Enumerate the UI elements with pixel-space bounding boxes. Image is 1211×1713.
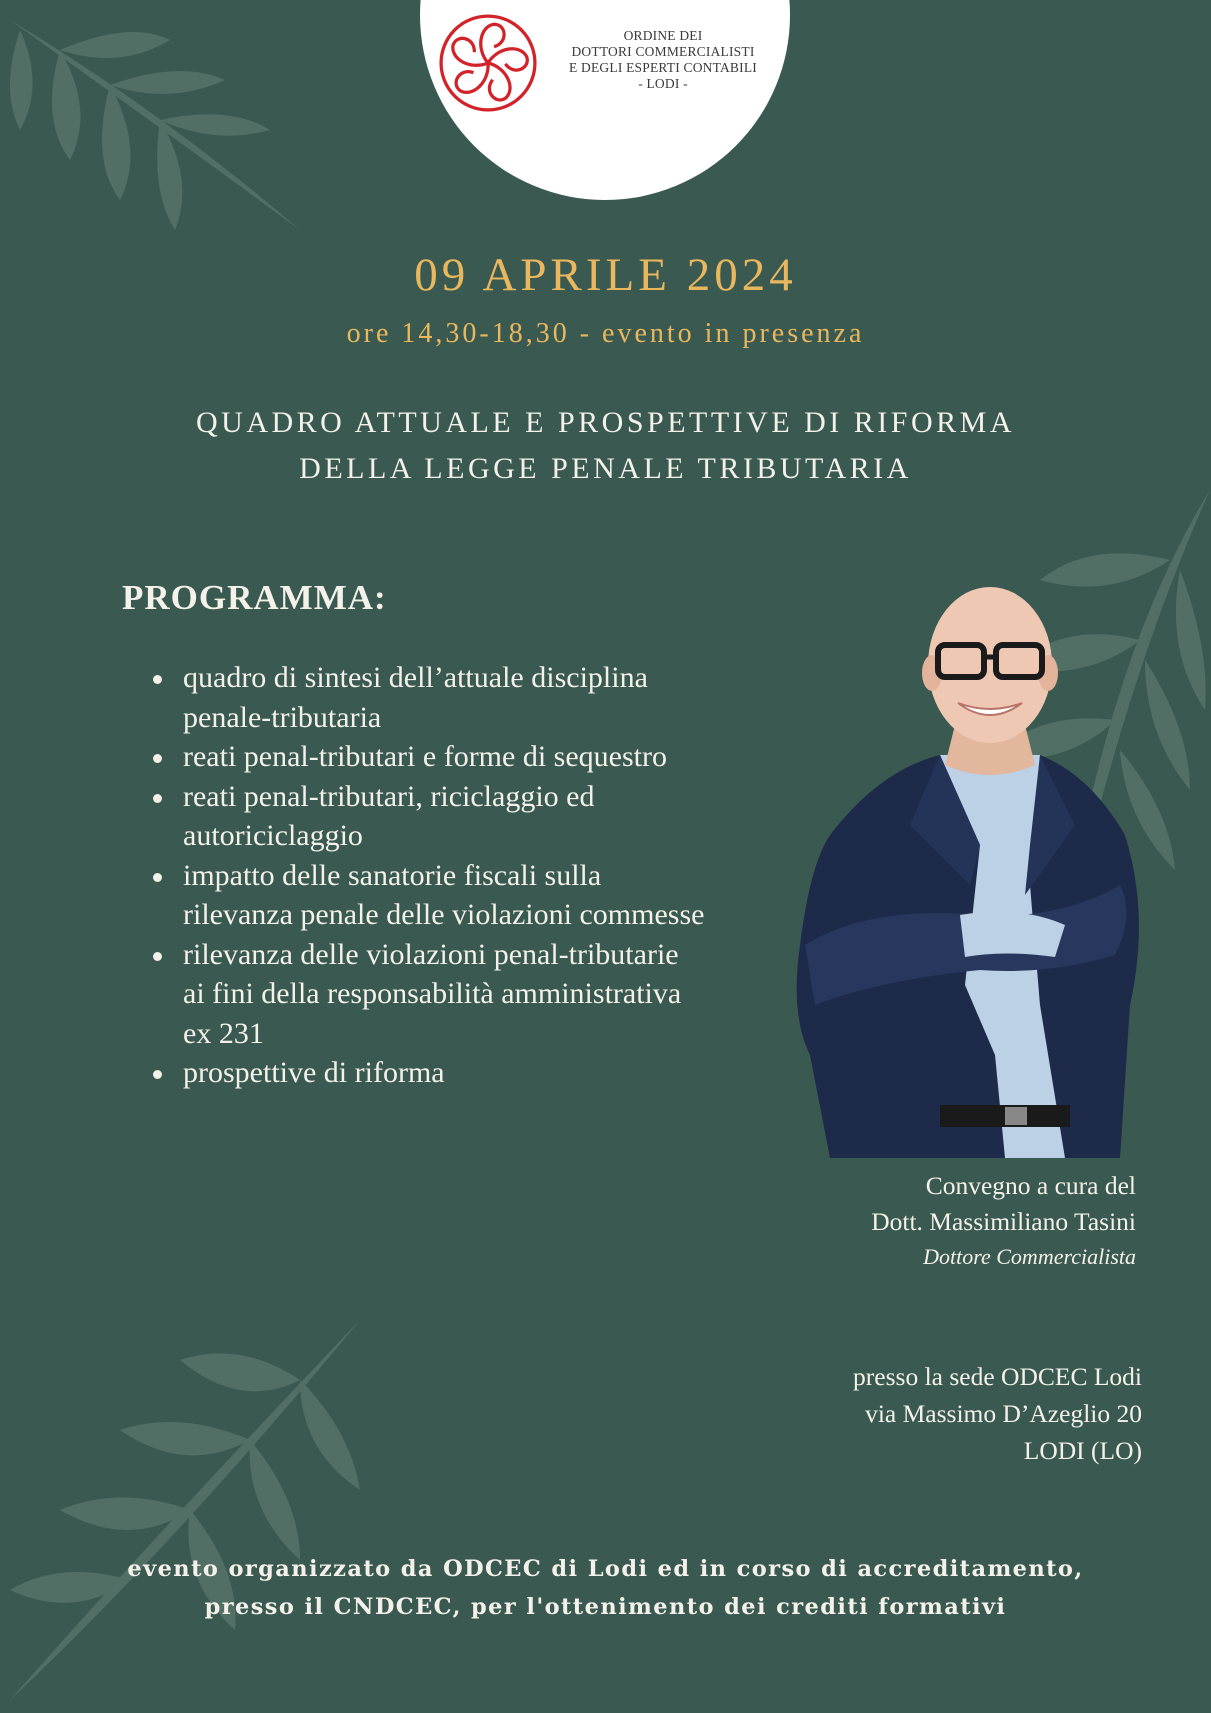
speaker-photo: [790, 585, 1150, 1158]
accreditation-note: [0, 1550, 1211, 1626]
program-item: quadro di sintesi dell’attuale disciplina penale-tributaria: [145, 658, 705, 737]
program-item: impatto delle sanatorie fiscali sulla rilevanza penale delle violazioni commesse: [145, 856, 705, 935]
venue-line: via Massimo D’Azeglio 20: [865, 1399, 1142, 1428]
program-list: [145, 658, 705, 1093]
program-item: rilevanza delle violazioni penal-tributarie ai fini della responsabilità amministrativa ex 231: [145, 935, 705, 1054]
speaker-info: [871, 1168, 1136, 1274]
event-date: 09 APRILE 2024: [414, 249, 797, 301]
program-item: reati penal-tributari, riciclaggio ed autoriciclaggio: [145, 777, 705, 856]
speaker-role: Dottore Commercialista: [923, 1244, 1136, 1269]
leaf-decoration-top-left: [0, 0, 320, 260]
accreditation-note-line: evento organizzato da ODCEC di Lodi ed in corso di accreditamento,: [127, 1556, 1084, 1582]
event-title: [0, 400, 1211, 492]
venue-address: [853, 1358, 1142, 1469]
org-name-line: ORDINE DEI: [623, 28, 703, 43]
leaf-decoration-bottom-left: [0, 1300, 380, 1713]
accreditation-note-line: presso il CNDCEC, per l'ottenimento dei crediti formativi: [204, 1594, 1007, 1620]
event-time: ore 14,30-18,30 - evento in presenza: [346, 318, 865, 349]
org-name-line: DOTTORI COMMERCIALISTI: [571, 44, 755, 59]
speaker-name: Dott. Massimiliano Tasini: [871, 1207, 1136, 1236]
venue-line: LODI (LO): [1023, 1436, 1142, 1465]
org-name: [553, 28, 773, 92]
event-title-line: QUADRO ATTUALE E PROSPETTIVE DI RIFORMA: [195, 406, 1015, 439]
venue-line: presso la sede ODCEC Lodi: [853, 1362, 1142, 1391]
program-item: reati penal-tributari e forme di sequestro: [145, 737, 705, 777]
program-heading: PROGRAMMA:: [122, 578, 387, 617]
odcec-logo-icon: [437, 12, 539, 114]
org-name-line: E DEGLI ESPERTI CONTABILI: [569, 60, 757, 75]
speaker-intro: Convegno a cura del: [925, 1171, 1136, 1200]
event-title-line: DELLA LEGGE PENALE TRIBUTARIA: [299, 452, 912, 485]
program-item: prospettive di riforma: [145, 1053, 705, 1093]
org-name-line: - LODI -: [638, 76, 688, 91]
